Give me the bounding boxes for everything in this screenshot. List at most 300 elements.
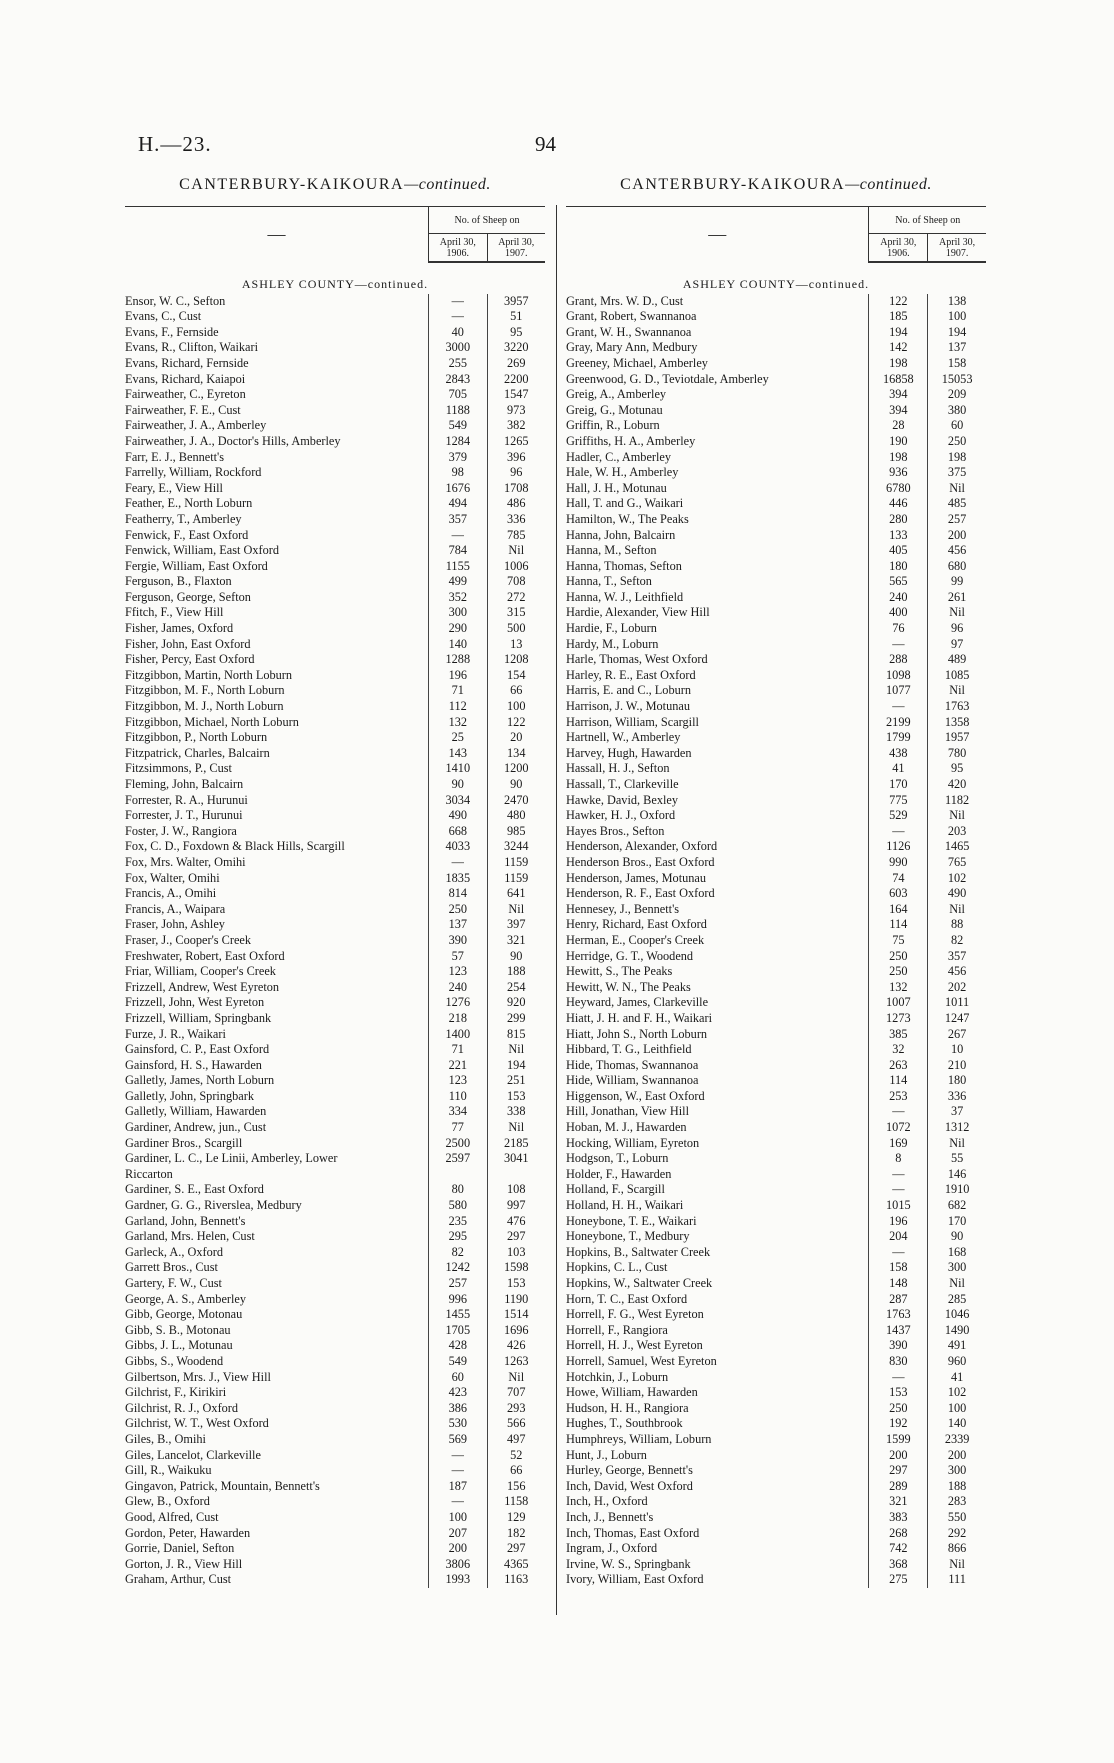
sheep-1907: 321	[487, 933, 545, 949]
table-row	[125, 1370, 545, 1386]
table-row	[566, 1463, 986, 1479]
table-row	[125, 793, 545, 809]
owner-name: Holland, F., Scargill	[566, 1182, 665, 1197]
sheep-1906: 28	[869, 418, 928, 434]
sheep-1906: 57	[429, 949, 487, 965]
owner-name: Gibb, S. B., Motonau	[125, 1322, 231, 1337]
owner-name: Hanna, M., Sefton	[566, 543, 657, 558]
sheep-1907: Nil	[487, 1370, 545, 1386]
sheep-1907: Nil	[928, 605, 986, 621]
table-row	[566, 325, 986, 341]
owner-name: Fitzgibbon, P., North Loburn	[125, 730, 268, 745]
sheep-1907: 82	[928, 933, 986, 949]
sheep-1906: 235	[429, 1214, 487, 1230]
sheep-1906: 287	[869, 1292, 928, 1308]
sheep-1907: Nil	[928, 808, 986, 824]
table-row	[566, 1089, 986, 1105]
owner-name: Inch, J., Bennett's	[566, 1509, 654, 1524]
table-row	[566, 1338, 986, 1354]
owner-name: Henderson Bros., East Oxford	[566, 854, 715, 869]
sheep-1906: 253	[869, 1089, 928, 1105]
owner-name: Featherry, T., Amberley	[125, 511, 242, 526]
owner-name: Gordon, Peter, Hawarden	[125, 1525, 251, 1540]
sheep-1907: 283	[928, 1494, 986, 1510]
table-row	[125, 512, 545, 528]
table-row	[125, 434, 545, 450]
sheep-1906: 240	[429, 980, 487, 996]
table-row	[125, 1042, 545, 1058]
owner-column-header: —	[125, 207, 429, 263]
sheep-1906: 185	[869, 309, 928, 325]
table-row	[125, 949, 545, 965]
sheep-1906: 1835	[429, 871, 487, 887]
owner-name: Gardner, G. G., Riverslea, Medbury	[125, 1198, 302, 1213]
sheep-1906: 289	[869, 1479, 928, 1495]
year-1907-header: April 30, 1907.	[487, 234, 545, 263]
owner-name: Hewitt, S., The Peaks	[566, 964, 673, 979]
sheep-1906: 40	[429, 325, 487, 341]
sheep-1906: 170	[869, 777, 928, 793]
table-row	[125, 543, 545, 559]
sheep-1907: 272	[487, 590, 545, 606]
table-row	[125, 481, 545, 497]
sheep-1907: 1312	[928, 1120, 986, 1136]
owner-name: Hassall, T., Clarkeville	[566, 777, 679, 791]
table-row	[566, 902, 986, 918]
table-row	[566, 1370, 986, 1386]
sheep-1907: 375	[928, 465, 986, 481]
sheep-1906: 164	[869, 902, 928, 918]
table-row	[125, 1354, 545, 1370]
left-column-title: CANTERBURY-KAIKOURA—continued.	[179, 176, 491, 193]
owner-name: Honeybone, T. E., Waikari	[566, 1213, 697, 1228]
table-row	[566, 481, 986, 497]
sheep-1906: 4033	[429, 839, 487, 855]
owner-name: Francis, A., Omihi	[125, 886, 217, 901]
table-row	[566, 621, 986, 637]
owner-name: Fitzgibbon, Martin, North Loburn	[125, 667, 293, 682]
sheep-1907: 180	[928, 1073, 986, 1089]
table-row	[125, 590, 545, 606]
sheep-1906: 137	[429, 917, 487, 933]
sheep-1907: 4365	[487, 1557, 545, 1573]
table-row	[566, 637, 986, 653]
sheep-1906: 77	[429, 1120, 487, 1136]
owner-name: Holland, H. H., Waikari	[566, 1198, 684, 1213]
sheep-1906: 143	[429, 746, 487, 762]
owner-name: Honeybone, T., Medbury	[566, 1229, 690, 1244]
owner-name: Henry, Richard, East Oxford	[566, 917, 707, 932]
sheep-1907: 52	[487, 1448, 545, 1464]
sheep-1906: 2500	[429, 1136, 487, 1152]
owner-name: Francis, A., Waipara	[125, 901, 226, 916]
sheep-1907: Nil	[928, 481, 986, 497]
table-row	[125, 964, 545, 980]
table-row	[566, 1167, 986, 1183]
sheep-1907: 66	[487, 1463, 545, 1479]
sheep-1907: 182	[487, 1526, 545, 1542]
sheep-1906: 196	[429, 668, 487, 684]
sheep-1906: 158	[869, 1260, 928, 1276]
sheep-1907: 680	[928, 559, 986, 575]
table-row	[566, 1011, 986, 1027]
sheep-1906: 196	[869, 1214, 928, 1230]
sheep-1907: 129	[487, 1510, 545, 1526]
sheep-1906: 80	[429, 1182, 487, 1198]
sheep-1906: 1077	[869, 683, 928, 699]
sheep-1906: 490	[429, 808, 487, 824]
table-row	[125, 1167, 545, 1183]
owner-name: Fairweather, F. E., Cust	[125, 402, 241, 417]
table-row	[566, 1416, 986, 1432]
sheep-1906: 352	[429, 590, 487, 606]
sheep-1906: 494	[429, 496, 487, 512]
table-row	[125, 761, 545, 777]
sheep-1906: 784	[429, 543, 487, 559]
sheep-1906: —	[429, 309, 487, 325]
sheep-1907: 99	[928, 574, 986, 590]
sheep-1907: 420	[928, 777, 986, 793]
sheep-1907: 382	[487, 418, 545, 434]
table-row	[566, 543, 986, 559]
table-row	[566, 1073, 986, 1089]
owner-name: Hudson, H. H., Rangiora	[566, 1400, 689, 1415]
sheep-1907: 254	[487, 980, 545, 996]
table-row	[566, 1276, 986, 1292]
table-row	[566, 309, 986, 325]
table-row	[125, 1214, 545, 1230]
sheep-1907: 1490	[928, 1323, 986, 1339]
table-row	[566, 699, 986, 715]
sheep-1906: 288	[869, 652, 928, 668]
owner-name: Hamilton, W., The Peaks	[566, 511, 689, 526]
sheep-1907: 1085	[928, 668, 986, 684]
table-row	[566, 372, 986, 388]
owner-name: Fitzgibbon, M. F., North Loburn	[125, 683, 285, 698]
sheep-1907: Nil	[487, 1042, 545, 1058]
owner-name: Garland, John, Bennett's	[125, 1213, 246, 1228]
sheep-1906: 1676	[429, 481, 487, 497]
owner-name: Evans, C., Cust	[125, 309, 202, 324]
sheep-1907: 476	[487, 1214, 545, 1230]
owner-name: Hayes Bros., Sefton	[566, 823, 665, 838]
table-row	[566, 418, 986, 434]
owner-name: Feary, E., View Hill	[125, 480, 223, 495]
sheep-1907: 134	[487, 746, 545, 762]
owner-name: Galletly, James, North Loburn	[125, 1073, 275, 1088]
owner-name: Ensor, W. C., Sefton	[125, 293, 226, 308]
owner-name: Hawke, David, Bexley	[566, 792, 679, 807]
table-row	[125, 1229, 545, 1245]
table-row	[125, 1027, 545, 1043]
owner-name: Heyward, James, Clarkeville	[566, 995, 709, 1010]
owner-name: Horrell, Samuel, West Eyreton	[566, 1353, 717, 1368]
table-row	[125, 995, 545, 1011]
sheep-1906: 75	[869, 933, 928, 949]
sheep-1906: 438	[869, 746, 928, 762]
sheep-1906: 390	[429, 933, 487, 949]
sheep-1906: 198	[869, 356, 928, 372]
sheep-1906: 110	[429, 1089, 487, 1105]
owner-name: Hide, Thomas, Swannanoa	[566, 1057, 699, 1072]
sheep-1907: Nil	[487, 543, 545, 559]
sheep-1906: 530	[429, 1416, 487, 1432]
sheep-1907: 297	[487, 1229, 545, 1245]
sheep-1906: 71	[429, 683, 487, 699]
sheep-1907: 299	[487, 1011, 545, 1027]
table-row	[125, 1120, 545, 1136]
table-row	[125, 683, 545, 699]
sheep-1907: 973	[487, 403, 545, 419]
owner-name: Giles, B., Omihi	[125, 1431, 206, 1446]
owner-name: Hassall, H. J., Sefton	[566, 761, 670, 776]
sheep-1906: 603	[869, 886, 928, 902]
owner-name: Greeney, Michael, Amberley	[566, 355, 708, 370]
table-row	[125, 1416, 545, 1432]
owner-name: Hanna, T., Sefton	[566, 574, 652, 589]
sheep-1906: 16858	[869, 372, 928, 388]
sheep-1906: —	[869, 637, 928, 653]
sheep-1906: 499	[429, 574, 487, 590]
owner-name: Hardie, F., Loburn	[566, 621, 657, 636]
table-row	[125, 1510, 545, 1526]
table-row	[125, 902, 545, 918]
sheep-1907: 1910	[928, 1182, 986, 1198]
table-row	[125, 1557, 545, 1573]
owner-name: Fisher, Percy, East Oxford	[125, 652, 255, 667]
owner-name: Evans, R., Clifton, Waikari	[125, 340, 259, 355]
table-row	[566, 668, 986, 684]
table-row	[125, 871, 545, 887]
owner-name: Hardy, M., Loburn	[566, 636, 659, 651]
table-row	[125, 824, 545, 840]
sheep-1907: 3957	[487, 294, 545, 310]
sheep-1907: 95	[928, 761, 986, 777]
sheep-1906: 122	[869, 294, 928, 310]
owner-name: Horrell, H. J., West Eyreton	[566, 1338, 703, 1353]
sheep-1906: 169	[869, 1136, 928, 1152]
owner-name: Higgenson, W., East Oxford	[566, 1088, 705, 1103]
table-row	[566, 512, 986, 528]
sheep-1906: 41	[869, 761, 928, 777]
owner-name: Inch, H., Oxford	[566, 1494, 648, 1509]
sheep-1907: 55	[928, 1151, 986, 1167]
table-row	[125, 1151, 545, 1167]
table-row	[125, 808, 545, 824]
sheep-1907: 566	[487, 1416, 545, 1432]
owner-name: Harrison, William, Scargill	[566, 714, 699, 729]
owner-name: Hunt, J., Loburn	[566, 1447, 647, 1462]
table-row	[566, 1136, 986, 1152]
owner-name: Gorrie, Daniel, Sefton	[125, 1541, 235, 1556]
sheep-1907: 90	[487, 777, 545, 793]
owner-name: Hotchkin, J., Loburn	[566, 1369, 669, 1384]
sheep-1906: 394	[869, 403, 928, 419]
year-1907-header: April 30, 1907.	[928, 234, 986, 263]
owner-name: Gibbs, S., Woodend	[125, 1353, 224, 1368]
sheep-1907: 1514	[487, 1307, 545, 1323]
owner-name: Friar, William, Cooper's Creek	[125, 964, 276, 979]
sheep-1906: 132	[429, 715, 487, 731]
sheep-1906: 3000	[429, 340, 487, 356]
sheep-1907: 97	[928, 637, 986, 653]
sheep-1906	[429, 1167, 487, 1183]
sheep-1906: 400	[869, 605, 928, 621]
sheep-1906: 32	[869, 1042, 928, 1058]
table-row	[566, 1494, 986, 1510]
sheep-1907: Nil	[928, 1557, 986, 1573]
sheep-1907: 293	[487, 1401, 545, 1417]
table-row	[566, 403, 986, 419]
sheep-1907: 1598	[487, 1260, 545, 1276]
county-heading: ASHLEY COUNTY—continued.	[241, 277, 429, 291]
owner-name: Frizzell, William, Springbank	[125, 1010, 272, 1025]
right-sheep-table	[566, 206, 986, 1588]
sheep-1907	[487, 1167, 545, 1183]
sheep-1907: 336	[487, 512, 545, 528]
sheep-1907: 641	[487, 886, 545, 902]
owner-name: Harris, E. and C., Loburn	[566, 683, 691, 698]
owner-name: Hewitt, W. N., The Peaks	[566, 979, 691, 994]
sheep-1907: 397	[487, 917, 545, 933]
sheep-1907: 168	[928, 1245, 986, 1261]
sheep-1906: 275	[869, 1572, 928, 1588]
sheep-1906: 2597	[429, 1151, 487, 1167]
sheep-1907: 491	[928, 1338, 986, 1354]
sheep-1907: 1190	[487, 1292, 545, 1308]
sheep-1907: 209	[928, 387, 986, 403]
sheep-count-header: No. of Sheep on	[429, 207, 545, 234]
table-row	[566, 886, 986, 902]
sheep-1907: 257	[928, 512, 986, 528]
owner-name: Foster, J. W., Rangiora	[125, 823, 237, 838]
table-row	[566, 1214, 986, 1230]
table-row	[566, 1292, 986, 1308]
sheep-1906: 25	[429, 730, 487, 746]
sheep-1906: 198	[869, 450, 928, 466]
table-row	[566, 730, 986, 746]
table-row	[566, 824, 986, 840]
sheep-1907: 1182	[928, 793, 986, 809]
sheep-1906: 180	[869, 559, 928, 575]
table-row	[566, 1260, 986, 1276]
sheep-1906: 6780	[869, 481, 928, 497]
column-divider	[556, 205, 557, 1615]
sheep-1906: 1288	[429, 652, 487, 668]
owner-name: Howe, William, Hawarden	[566, 1385, 698, 1400]
owner-name: Gainsford, C. P., East Oxford	[125, 1042, 270, 1057]
table-row	[125, 917, 545, 933]
sheep-1907: 156	[487, 1479, 545, 1495]
sheep-1907: 285	[928, 1292, 986, 1308]
table-row	[566, 715, 986, 731]
sheep-1907: 300	[928, 1260, 986, 1276]
sheep-1906: 74	[869, 871, 928, 887]
owner-name: Fitzsimmons, P., Cust	[125, 761, 232, 776]
owner-name: Horrell, F. G., West Eyreton	[566, 1307, 704, 1322]
owner-name: Herman, E., Cooper's Creek	[566, 932, 705, 947]
sheep-1906: 123	[429, 1073, 487, 1089]
owner-name: Hughes, T., Southbrook	[566, 1416, 683, 1431]
sheep-1906: 1155	[429, 559, 487, 575]
sheep-1906: 3806	[429, 1557, 487, 1573]
owner-name: Hall, T. and G., Waikari	[566, 496, 684, 511]
table-row	[125, 294, 545, 310]
owner-name: Evans, Richard, Fernside	[125, 355, 249, 370]
table-row	[566, 590, 986, 606]
sheep-1907: 2339	[928, 1432, 986, 1448]
sheep-1907: 194	[487, 1058, 545, 1074]
sheep-1907: 497	[487, 1432, 545, 1448]
table-row	[566, 652, 986, 668]
table-row	[125, 777, 545, 793]
sheep-1906: 996	[429, 1292, 487, 1308]
table-row	[566, 1541, 986, 1557]
table-row	[125, 855, 545, 871]
table-row	[125, 574, 545, 590]
sheep-1907: 96	[487, 465, 545, 481]
sheep-1906: 1410	[429, 761, 487, 777]
sheep-1907: 2185	[487, 1136, 545, 1152]
table-row	[566, 387, 986, 403]
sheep-1907: 1763	[928, 699, 986, 715]
owner-name: Henderson, R. F., East Oxford	[566, 886, 715, 901]
sheep-1907: 140	[928, 1416, 986, 1432]
sheep-1906: 190	[869, 434, 928, 450]
table-row	[125, 1292, 545, 1308]
owner-name: Fitzgibbon, M. J., North Loburn	[125, 699, 284, 714]
sheep-1907: 102	[928, 871, 986, 887]
owner-name: Grant, W. H., Swannanoa	[566, 324, 692, 339]
table-row	[566, 1401, 986, 1417]
table-row	[566, 995, 986, 1011]
owner-name: Feather, E., North Loburn	[125, 496, 253, 511]
sheep-1906: 123	[429, 964, 487, 980]
table-row	[566, 777, 986, 793]
owner-name: Hill, Jonathan, View Hill	[566, 1104, 690, 1119]
sheep-1907: 250	[928, 434, 986, 450]
table-row	[566, 1058, 986, 1074]
table-row	[566, 1557, 986, 1573]
sheep-1906: 1437	[869, 1323, 928, 1339]
sheep-1907: 336	[928, 1089, 986, 1105]
sheep-1907: 13	[487, 637, 545, 653]
owner-name: Fergie, William, East Oxford	[125, 558, 268, 573]
sheep-1906: 1007	[869, 995, 928, 1011]
owner-name: Henderson, James, Motunau	[566, 870, 707, 885]
sheep-1906: 368	[869, 1557, 928, 1573]
table-row	[566, 1042, 986, 1058]
table-row	[125, 699, 545, 715]
owner-name: Hadler, C., Amberley	[566, 449, 672, 464]
owner-name: Harle, Thomas, West Oxford	[566, 652, 708, 667]
sheep-1907: 489	[928, 652, 986, 668]
table-row	[566, 871, 986, 887]
sheep-1906: 192	[869, 1416, 928, 1432]
table-row	[125, 1245, 545, 1261]
table-row	[566, 964, 986, 980]
owner-name: Hiatt, J. H. and F. H., Waikari	[566, 1010, 713, 1025]
table-row	[125, 1541, 545, 1557]
sheep-1907: 200	[928, 528, 986, 544]
sheep-1906: —	[429, 855, 487, 871]
sheep-1906: 3034	[429, 793, 487, 809]
table-row	[125, 1182, 545, 1198]
table-row	[125, 1338, 545, 1354]
table-row	[566, 746, 986, 762]
sheep-1906: 321	[869, 1494, 928, 1510]
sheep-1907: 485	[928, 496, 986, 512]
